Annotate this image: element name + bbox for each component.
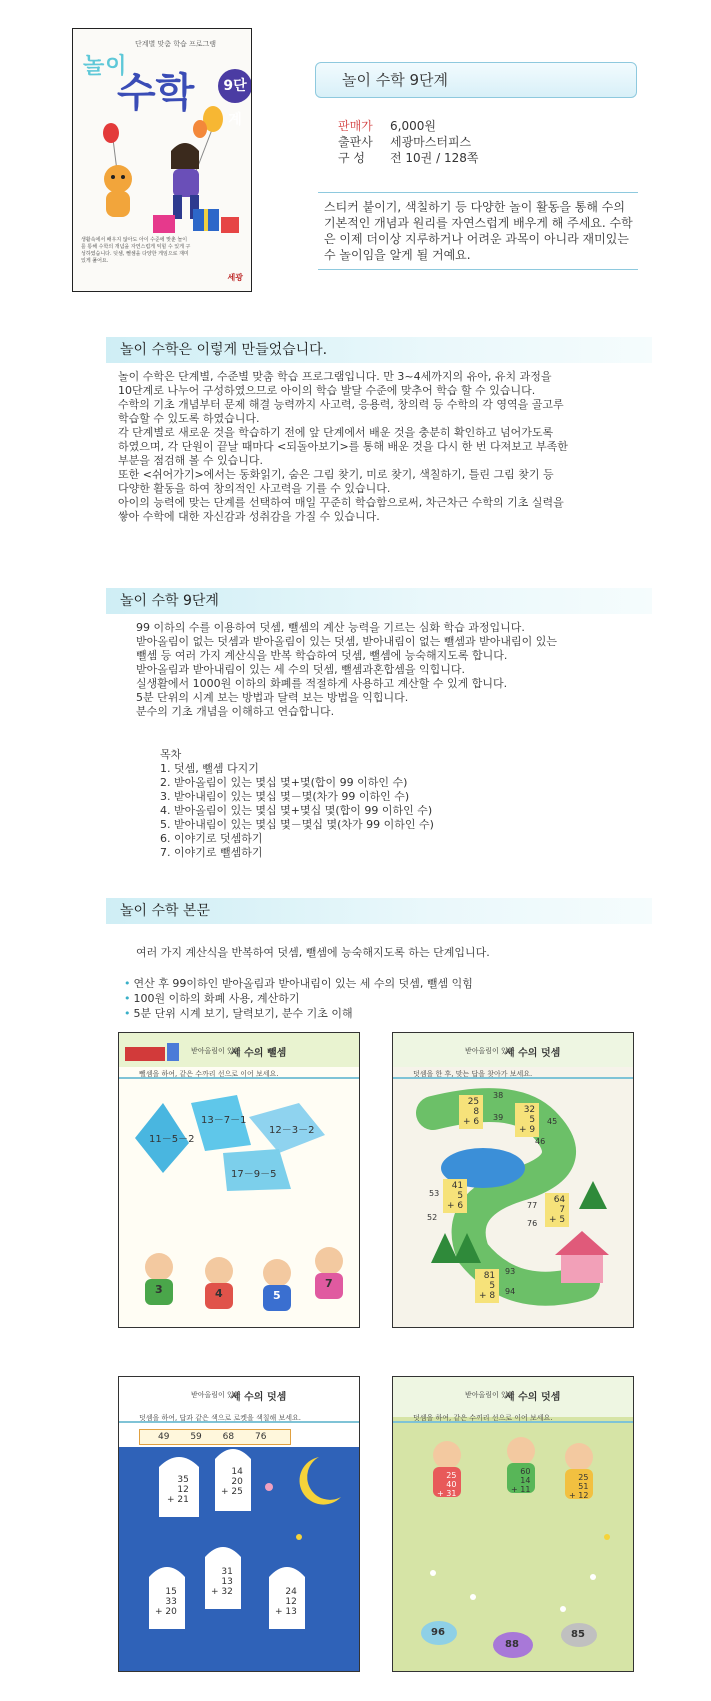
page-instruction: 뺄셈을 하여, 같은 수까리 선으로 이어 보세요. [139, 1070, 279, 1078]
page-header: 받아올림이 있는 [465, 1391, 515, 1399]
text-line: 실생활에서 1000원 이하의 화폐를 적절하게 사용하고 계산할 수 있게 합니다. [136, 677, 508, 690]
maze-number: 94 [505, 1287, 516, 1296]
section-heading-body: 놀이 수학 본문 [106, 898, 652, 924]
list-item: • 5분 단위 시계 보기, 달력보기, 분수 기초 이해 [124, 1006, 473, 1021]
text-line: 또한 <쉬어가기>에서는 동화읽기, 숨은 그림 찾기, 미로 찾기, 색칠하기, 틀린 그림 찾기 등 [118, 468, 554, 481]
kid-number: 5 [273, 1289, 281, 1302]
page-title: 세 수의 덧셈 [505, 1392, 561, 1403]
answer: 49 [158, 1432, 170, 1442]
text-line: 받아올림이 없는 덧셈과 받아올림이 있는 덧셈, 받아내림이 없는 뺄셈과 받아내림이 있는 [136, 635, 557, 648]
math-card: 41 5 + 6 [443, 1179, 467, 1213]
kid-problem: 25 51 + 12 [569, 1473, 589, 1500]
answer: 76 [254, 1432, 267, 1442]
answer: 59 [190, 1432, 202, 1442]
toc-item: 6. 이야기로 덧셈하기 [160, 832, 263, 845]
sample-page-kids [392, 1376, 634, 1672]
cover-illustration [73, 99, 251, 239]
price-label: 판매가 [338, 119, 373, 133]
toc-title: 목차 [160, 748, 182, 761]
text-line: 놀이 수학은 단계별, 수준별 맞춤 학습 프로그램입니다. 만 3~4세까지의 유아, 유치 과정을 [118, 370, 552, 383]
maze-number: 38 [493, 1091, 504, 1100]
kid-problem: 25 40 + 31 [437, 1471, 457, 1498]
maze-number: 76 [527, 1219, 538, 1228]
math-card: 81 5 + 8 [475, 1269, 499, 1303]
cover-tagline: 단계별 맞춤 학습 프로그램 [135, 40, 217, 48]
text-line: 아이의 능력에 맞는 단계를 선택하여 매일 꾸준히 학습함으로써, 차근차근 수학의 기초 실력을 [118, 496, 564, 509]
text-line: 받아올림과 받아내림이 있는 세 수의 덧셈, 뺄셈과혼합셈을 익힙니다. [136, 663, 465, 676]
kid-number: 4 [215, 1287, 223, 1300]
maze-number: 46 [535, 1137, 546, 1146]
kite-label: 17－9－5 [231, 1169, 277, 1180]
text-line: 각 단계별로 새로운 것을 학습하기 전에 앞 단계에서 배운 것을 충분히 확인하고 넘어가도록 [118, 426, 554, 439]
text-line: 분수의 기초 개념을 이해하고 연습합니다. [136, 705, 335, 718]
product-description: 스티커 붙이기, 색칠하기 등 다양한 놀이 활동을 통해 수의 기본적인 개념과 원리를 자연스럽게 배우게 해 주세요. 수학은 이제 더이상 지루하거나 어려운 과목이 아니라 재미있는 수 놀이임을 알게 될 거예요. [318, 192, 638, 270]
cover-publisher: 세광 [227, 273, 243, 282]
kite-label: 13－7－1 [201, 1115, 247, 1126]
product-title: 놀이 수학 9단계 [315, 62, 637, 98]
toc-item: 1. 덧셈, 뺄셈 다지기 [160, 762, 259, 775]
maze-number: 93 [505, 1267, 516, 1276]
page-header: 받아올림이 있는 [191, 1391, 241, 1399]
animal-number: 88 [505, 1639, 519, 1650]
section-body-intro: 여러 가지 계산식을 반복하여 덧셈, 뺄셈에 능숙해지도록 하는 단계입니다. [136, 946, 490, 959]
cover-title-main: 수학 [117, 70, 195, 116]
sample-page-maze [392, 1032, 634, 1328]
page-header: 받아올림이 있는 [465, 1047, 515, 1055]
kite-label: 12－3－2 [269, 1125, 315, 1136]
level-badge: 9단계 [218, 69, 252, 103]
animal-number: 85 [571, 1629, 585, 1640]
section-heading-level9: 놀이 수학 9단계 [106, 588, 652, 614]
page-title: 세 수의 뺄셈 [231, 1048, 287, 1059]
text-line: 다양한 활동을 하여 창의적인 사고력을 기를 수 있습니다. [118, 482, 391, 495]
book-cover [72, 28, 252, 292]
page-title: 세 수의 덧셈 [505, 1048, 561, 1059]
maze-number: 77 [527, 1201, 538, 1210]
page-instruction: 덧셈을 하여, 답과 같은 색으로 로켓을 색칠해 보세요. [139, 1414, 302, 1422]
math-card: 32 5 + 9 [515, 1103, 539, 1137]
publisher-value: 세광마스터피스 [390, 135, 472, 149]
maze-number: 45 [547, 1117, 558, 1126]
section-heading-intro: 놀이 수학은 이렇게 만들었습니다. [106, 337, 652, 363]
text-line: 뺄셈 등 여러 가지 계산식을 반복 학습하여 덧셈, 뺄셈에 능숙해지도록 합니다. [136, 649, 508, 662]
kid-number: 7 [325, 1277, 333, 1290]
sample-page-kites [118, 1032, 360, 1328]
section-intro-body [118, 370, 648, 524]
rocket-problem: 24 12 + 13 [275, 1587, 297, 1617]
animal-number: 96 [431, 1627, 445, 1638]
rocket-problem: 31 13 + 32 [211, 1567, 233, 1597]
list-item: • 100원 이하의 화폐 사용, 계산하기 [124, 991, 473, 1006]
text-line: 10단계로 나누어 구성하였으므로 아이의 학습 발달 수준에 맞추어 학습 할 수 있습니다. [118, 384, 536, 397]
publisher-label: 출판사 [338, 135, 373, 149]
page-header: 받아올림이 있는 [191, 1047, 241, 1055]
page-instruction: 덧셈을 하여, 같은 수끼리 선으로 이어 보세요. [413, 1414, 553, 1422]
composition-value: 전 10권 / 128쪽 [390, 151, 479, 165]
cover-title-top: 놀이 [83, 54, 128, 79]
kid-problem: 60 14 + 11 [511, 1467, 531, 1494]
toc-item: 3. 받아내림이 있는 몇십 몇－몇(차가 99 이하인 수) [160, 790, 410, 803]
price-value: 6,000원 [390, 119, 436, 133]
text-line: 하였으며, 각 단원이 끝날 때마다 <되돌아보기>를 통해 배운 것을 다시 한 번 다져보고 부족한 [118, 440, 568, 453]
rocket-problem: 14 20 + 25 [221, 1467, 243, 1497]
maze-number: 53 [429, 1189, 440, 1198]
text-line: 학습할 수 있도록 하였습니다. [118, 412, 260, 425]
text-line: 99 이하의 수를 이용하여 덧셈, 뺄셈의 계산 능력을 기르는 심화 학습 과정입니다. [136, 621, 525, 634]
table-of-contents [160, 748, 434, 860]
kite-label: 11－5－2 [149, 1134, 195, 1145]
math-card: 25 8 + 6 [459, 1095, 483, 1129]
product-details [338, 118, 478, 166]
text-line: 쌓아 수학에 대한 자신감과 성취감을 가질 수 있습니다. [118, 510, 380, 523]
composition-label: 구 성 [338, 151, 365, 165]
text-line: 5분 단위의 시계 보는 방법과 달력 보는 방법을 익힙니다. [136, 691, 409, 704]
rocket-problem: 35 12 + 21 [167, 1475, 189, 1505]
kid-number: 3 [155, 1283, 163, 1296]
list-item: • 연산 후 99이하인 받아올림과 받아내림이 있는 세 수의 덧셈, 뺄셈 익힘 [124, 976, 473, 991]
toc-item: 4. 받아올림이 있는 몇십 몇+몇십 몇(합이 99 이하인 수) [160, 804, 433, 817]
page-instruction: 덧셈을 한 후, 맞는 답을 찾아가 보세요. [413, 1070, 533, 1078]
text-line: 수학의 기초 개념부터 문제 해결 능력까지 사고력, 응용력, 창의력 등 수학의 각 영역을 골고루 [118, 398, 564, 411]
sample-page-rockets [118, 1376, 360, 1672]
toc-item: 2. 받아올림이 있는 몇십 몇+몇(합이 99 이하인 수) [160, 776, 408, 789]
maze-number: 39 [493, 1113, 504, 1122]
answer: 68 [222, 1432, 235, 1442]
answer-bar [139, 1429, 291, 1445]
toc-item: 7. 이야기로 뺄셈하기 [160, 846, 263, 859]
toc-item: 5. 받아내림이 있는 몇십 몇－몇십 몇(차가 99 이하인 수) [160, 818, 434, 831]
maze-number: 52 [427, 1213, 438, 1222]
feature-list [124, 976, 473, 1021]
text-line: 부분을 점검해 볼 수 있습니다. [118, 454, 263, 467]
rocket-problem: 15 33 + 20 [155, 1587, 177, 1617]
section-level9-body [136, 621, 656, 719]
cover-description: 생활속에서 배우지 않아도 아이 수준에 맞춘 놀이를 통해 수학의 개념을 자연스럽게 익힐 수 있게 구성하였습니다. 덧셈, 뺄셈을 다양한 게임으로 재미있게 풀어요. [81, 237, 191, 264]
page-title: 세 수의 덧셈 [231, 1392, 287, 1403]
math-card: 64 7 + 5 [545, 1193, 569, 1227]
